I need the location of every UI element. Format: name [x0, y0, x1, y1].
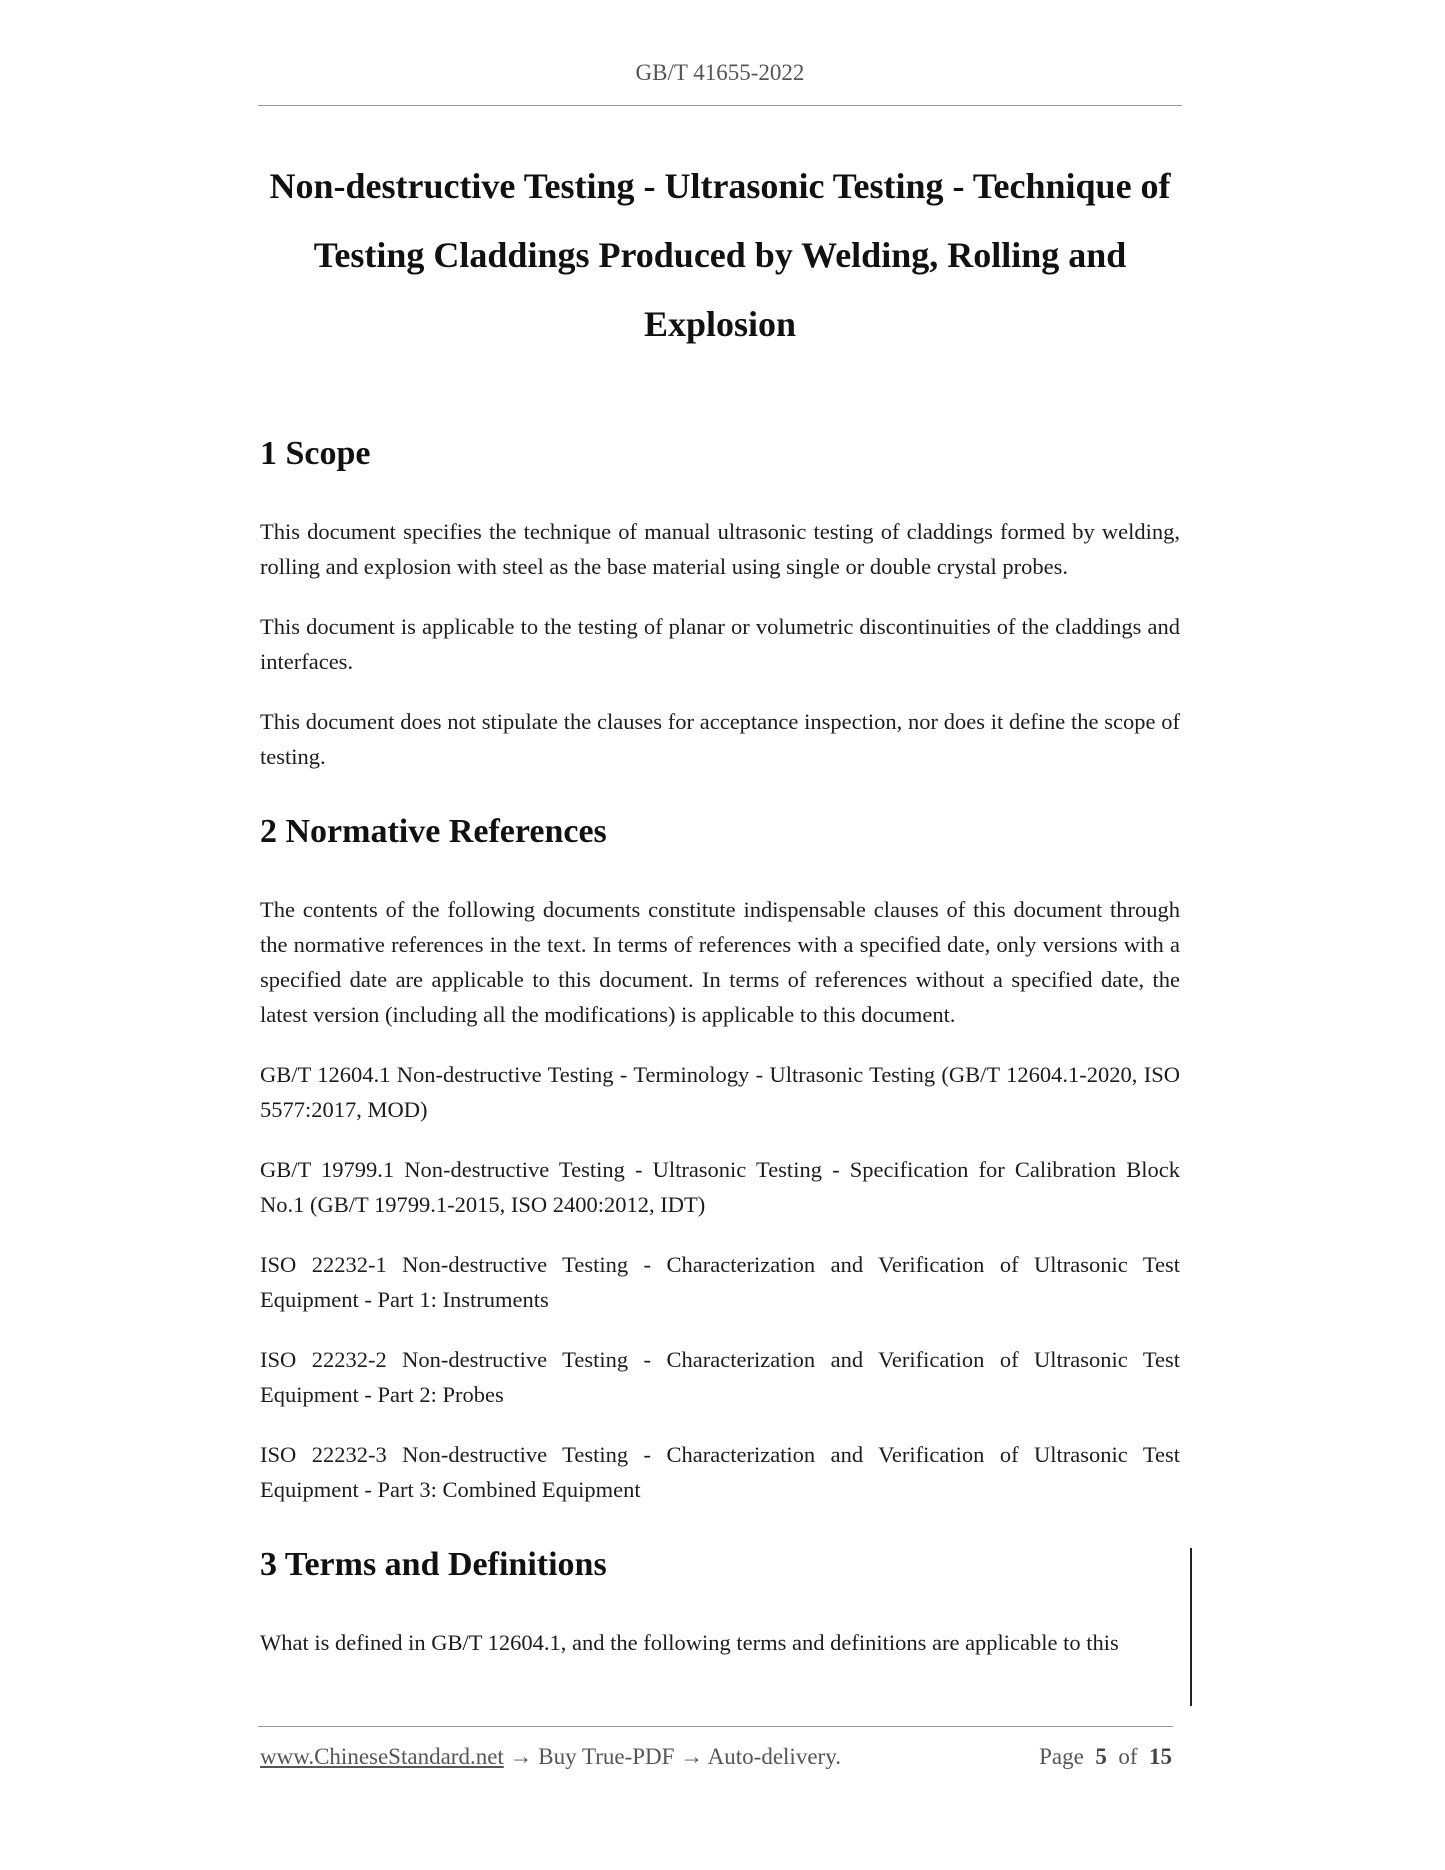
scope-paragraph-2: This document is applicable to the testing of planar or volumetric discontinuities of the claddings and interfaces. [260, 614, 1180, 674]
section-heading-normative-references: 2 Normative References [260, 813, 607, 850]
title-line-1: Non-destructive Testing - Ultrasonic Testing - Technique of [269, 166, 1171, 206]
scope-paragraph-1: This document specifies the technique of manual ultrasonic testing of claddings formed by welding, rolling and explosion with steel as the base material using single or double crystal probes. [260, 519, 1180, 579]
reference-item: GB/T 12604.1 Non-destructive Testing - Terminology - Ultrasonic Testing (GB/T 12604.1-2020, ISO 5577:2017, MOD) [260, 1062, 1180, 1122]
document-body [260, 426, 1180, 1660]
footer-divider [258, 1726, 1173, 1727]
website-link[interactable]: www.ChineseStandard.net [260, 1744, 504, 1769]
title-line-3: Explosion [643, 304, 797, 344]
reference-item: ISO 22232-1 Non-destructive Testing - Characterization and Verification of Ultrasonic Test Equipment - Part 1: Instruments [260, 1252, 1180, 1312]
normative-intro-paragraph: The contents of the following documents constitute indispensable clauses of this document through the normative references in the text. In terms of references with a specified date, only versions with a specified date are applicable to this document. In terms of references without a specified date, the latest version (including all the modifications) is applicable to this document. [260, 897, 1180, 1027]
page-label: Page [1039, 1744, 1084, 1769]
scope-paragraph-3: This document does not stipulate the clauses for acceptance inspection, nor does it define the scope of testing. [260, 709, 1180, 769]
arrow-right-icon: → [509, 1744, 533, 1769]
section-heading-scope: 1 Scope [260, 435, 371, 472]
change-bar [1190, 1548, 1192, 1706]
header-standard-code: GB/T 41655-2022 [635, 60, 805, 85]
of-label: of [1118, 1744, 1138, 1769]
reference-item: ISO 22232-2 Non-destructive Testing - Characterization and Verification of Ultrasonic Test Equipment - Part 2: Probes [260, 1347, 1180, 1407]
page-indicator [1039, 1744, 1172, 1770]
document-title [258, 152, 1182, 359]
reference-item: GB/T 19799.1 Non-destructive Testing - Ultrasonic Testing - Specification for Calibration Block No.1 (GB/T 19799.1-2015, ISO 2400:2012, IDT) [260, 1157, 1180, 1217]
terms-paragraph-1: What is defined in GB/T 12604.1, and the following terms and definitions are applicable to this [260, 1630, 1119, 1655]
footer-promo [260, 1744, 841, 1770]
page-number: 5 [1095, 1744, 1107, 1769]
header-divider [258, 105, 1182, 106]
arrow-right-icon: → [680, 1744, 704, 1769]
buy-true-pdf-text: Buy True-PDF [538, 1744, 675, 1769]
auto-delivery-text: Auto-delivery. [707, 1744, 841, 1769]
title-line-2: Testing Claddings Produced by Welding, Rolling and [313, 235, 1127, 275]
page-total: 15 [1149, 1744, 1172, 1769]
reference-item: ISO 22232-3 Non-destructive Testing - Characterization and Verification of Ultrasonic Test Equipment - Part 3: Combined Equipment [260, 1442, 1180, 1502]
section-heading-terms-definitions: 3 Terms and Definitions [260, 1546, 607, 1583]
